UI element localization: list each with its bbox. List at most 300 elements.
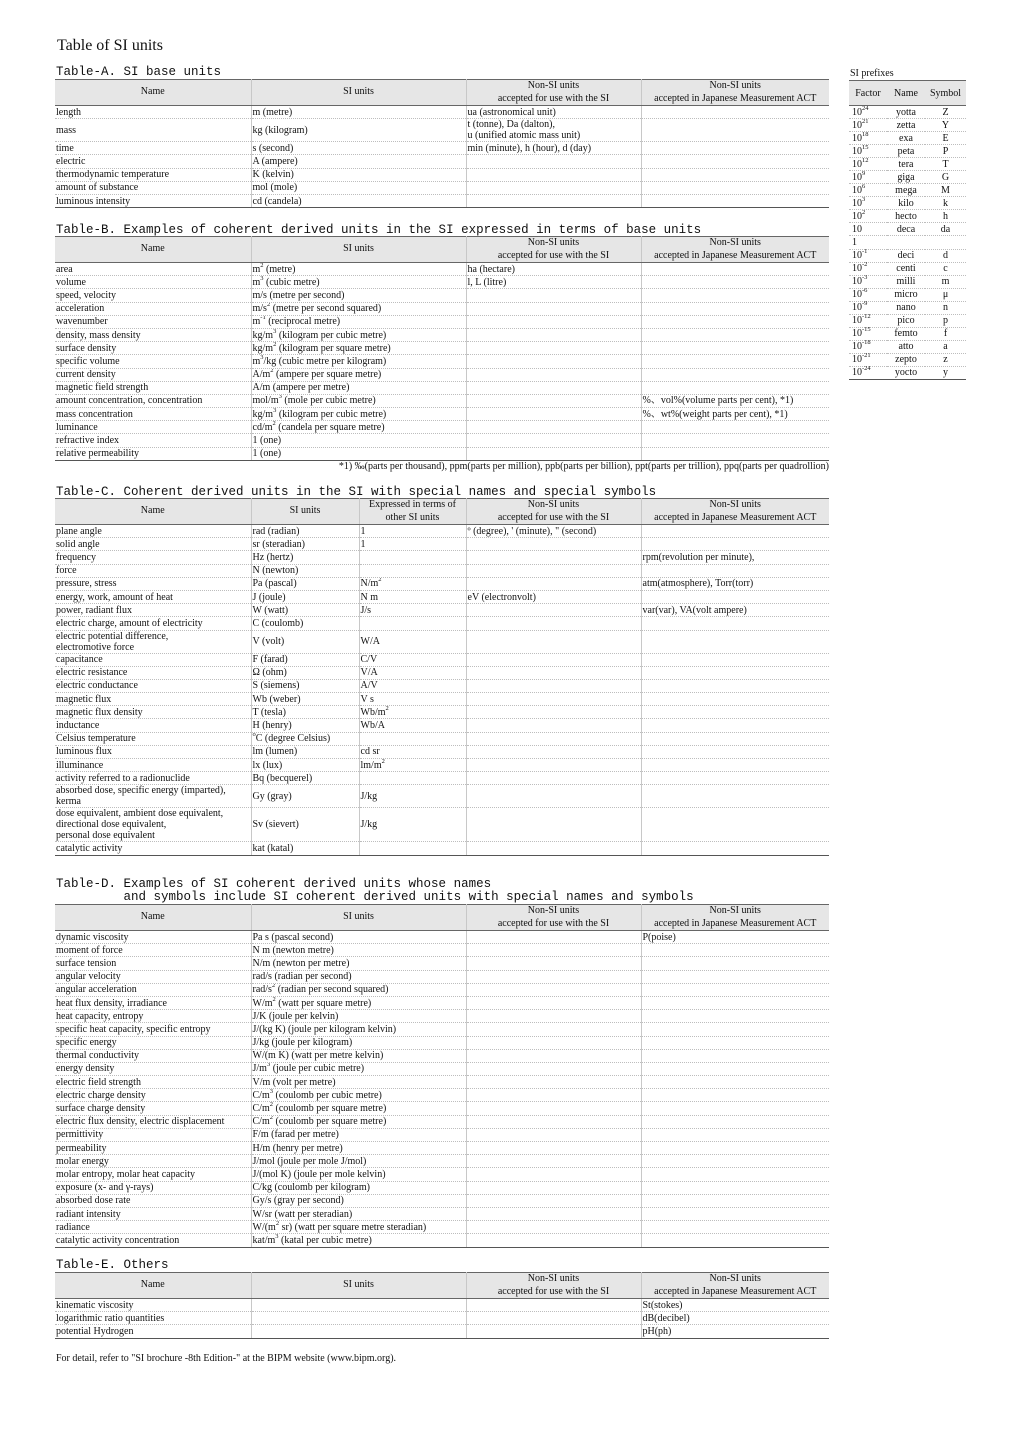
table-cell: $W/(m^2$ sr) (watt per square metre steradian)	[251, 1221, 466, 1234]
col-si: SI units	[251, 499, 359, 525]
table-row	[55, 302, 829, 315]
table-row	[55, 1036, 829, 1049]
table-cell	[641, 289, 829, 302]
prefix-name: deca	[887, 223, 925, 236]
table-cell	[466, 434, 641, 447]
prefix-factor: $10^{-21}$	[849, 353, 887, 366]
table-cell: luminous intensity	[55, 194, 251, 207]
table-row	[55, 666, 829, 679]
table-cell: volume	[55, 276, 251, 289]
table-cell: V (volt)	[251, 630, 359, 653]
prefix-symbol: m	[925, 275, 966, 288]
table-cell: $m^2$ (metre)	[251, 263, 466, 276]
table-cell: time	[55, 142, 251, 155]
table-row	[55, 394, 829, 407]
table-cell: power, radiant flux	[55, 604, 251, 617]
table-row	[55, 604, 829, 617]
table-cell	[466, 759, 641, 772]
table-cell: St(stokes)	[641, 1299, 829, 1312]
table-cell	[466, 302, 641, 315]
table-cell	[466, 1168, 641, 1181]
table-row	[55, 732, 829, 745]
prefix-factor: $10^{-15}$	[849, 327, 887, 340]
table-cell: Pa s (pascal second)	[251, 931, 466, 944]
table-cell: J/(kg K) (joule per kilogram kelvin)	[251, 1023, 466, 1036]
table-cell: Hz (hertz)	[251, 551, 359, 564]
col-si: SI units	[251, 237, 466, 263]
table-e-others	[55, 1272, 829, 1339]
si-prefixes-table	[849, 80, 966, 380]
table-cell	[359, 842, 466, 855]
table-row	[55, 1115, 829, 1128]
table-cell	[641, 181, 829, 194]
table-cell	[466, 732, 641, 745]
table-cell	[466, 996, 641, 1009]
table-cell: V/A	[359, 666, 466, 679]
table-row	[55, 1049, 829, 1062]
table-cell: J/mol (joule per mole J/mol)	[251, 1155, 466, 1168]
prefix-symbol: Z	[925, 106, 966, 119]
table-row	[55, 679, 829, 692]
prefix-name: tera	[887, 158, 925, 171]
table-cell: W/A	[359, 630, 466, 653]
prefix-symbol: y	[925, 366, 966, 379]
table-cell	[641, 525, 829, 538]
table-cell: m/s (metre per second)	[251, 289, 466, 302]
table-cell: Gy/s (gray per second)	[251, 1194, 466, 1207]
table-cell: V/m (volt per metre)	[251, 1076, 466, 1089]
table-cell	[641, 693, 829, 706]
table-cell	[641, 421, 829, 434]
table-cell: C/V	[359, 653, 466, 666]
table-row	[55, 551, 829, 564]
table-cell: specific volume	[55, 355, 251, 368]
prefix-name: exa	[887, 132, 925, 145]
table-cell: electric	[55, 155, 251, 168]
table-row	[55, 577, 829, 590]
prefix-symbol: P	[925, 145, 966, 158]
table-cell	[641, 142, 829, 155]
table-row	[55, 1155, 829, 1168]
table-row	[55, 106, 829, 119]
table-row	[55, 931, 829, 944]
table-cell: 1	[359, 525, 466, 538]
table-cell: speed, velocity	[55, 289, 251, 302]
prefix-name: centi	[887, 262, 925, 275]
table-d-caption: Table-D. Examples of SI coherent derived units whose names and symbols include SI coherent derived units with special names and symbols	[56, 877, 694, 904]
table-cell	[466, 931, 641, 944]
table-cell	[641, 679, 829, 692]
prefix-factor: $10^{18}$	[849, 132, 887, 145]
prefix-factor: $10^{-12}$	[849, 314, 887, 327]
prefix-factor: $10^6$	[849, 184, 887, 197]
table-cell	[641, 785, 829, 808]
table-row	[55, 1299, 829, 1312]
table-a-caption: Table-A. SI base units	[56, 65, 222, 79]
table-cell	[641, 630, 829, 653]
prefix-symbol: z	[925, 353, 966, 366]
table-cell: relative permeability	[55, 447, 251, 460]
table-cell	[466, 421, 641, 434]
prefix-symbol: k	[925, 197, 966, 210]
table-row	[55, 289, 829, 302]
table-cell: heat capacity, entropy	[55, 1010, 251, 1023]
table-row	[55, 434, 829, 447]
table-row	[55, 653, 829, 666]
col-name: Name	[55, 237, 251, 263]
table-cell	[641, 653, 829, 666]
table-row	[55, 617, 829, 630]
table-cell: $lm/m^2$	[359, 759, 466, 772]
table-row	[55, 1128, 829, 1141]
table-cell: kinematic viscosity	[55, 1299, 251, 1312]
table-cell: var(var), VA(volt ampere)	[641, 604, 829, 617]
table-row	[55, 538, 829, 551]
table-cell	[466, 1155, 641, 1168]
table-cell: energy density	[55, 1062, 251, 1075]
table-cell	[641, 719, 829, 732]
table-cell: Sv (sievert)	[251, 808, 359, 842]
table-cell: $N/m^2$	[359, 577, 466, 590]
table-cell	[641, 1155, 829, 1168]
table-cell	[466, 1036, 641, 1049]
col-name: Name	[55, 905, 251, 931]
table-cell: length	[55, 106, 251, 119]
table-row	[55, 1062, 829, 1075]
prefix-symbol: μ	[925, 288, 966, 301]
table-cell: K (kelvin)	[251, 168, 466, 181]
table-row	[55, 315, 829, 328]
table-cell	[466, 706, 641, 719]
table-cell: $kg/m^2$ (kilogram per square metre)	[251, 342, 466, 355]
prefix-factor: $10^{-2}$	[849, 262, 887, 275]
prefix-symbol	[925, 236, 966, 249]
table-cell	[466, 957, 641, 970]
table-row	[55, 957, 829, 970]
table-cell	[641, 355, 829, 368]
table-row	[55, 421, 829, 434]
col-name: Name	[55, 1273, 251, 1299]
table-cell: %、vol%(volume parts per cent), *1)	[641, 394, 829, 407]
table-cell	[466, 983, 641, 996]
table-row	[55, 155, 829, 168]
prefix-row	[849, 210, 966, 223]
table-cell: A/m (ampere per metre)	[251, 381, 466, 394]
prefix-name: milli	[887, 275, 925, 288]
table-cell: kg (kilogram)	[251, 119, 466, 142]
table-cell: rpm(revolution per minute),	[641, 551, 829, 564]
table-cell	[466, 551, 641, 564]
table-row	[55, 944, 829, 957]
table-cell	[641, 263, 829, 276]
table-cell: thermal conductivity	[55, 1049, 251, 1062]
table-cell: electric flux density, electric displacement	[55, 1115, 251, 1128]
prefix-symbol: d	[925, 249, 966, 262]
table-cell: luminous flux	[55, 745, 251, 758]
col-nonsi-accepted: Non-SI units accepted for use with the SI	[466, 80, 641, 106]
table-cell: V s	[359, 693, 466, 706]
table-cell	[641, 1010, 829, 1023]
table-row	[55, 263, 829, 276]
table-cell	[466, 394, 641, 407]
table-cell: W/sr (watt per steradian)	[251, 1207, 466, 1220]
table-cell: molar energy	[55, 1155, 251, 1168]
table-cell: cd (candela)	[251, 194, 466, 207]
table-cell	[641, 970, 829, 983]
table-cell: $A/m^2$ (ampere per square metre)	[251, 368, 466, 381]
prefix-row	[849, 184, 966, 197]
table-row	[55, 447, 829, 460]
table-cell	[641, 1142, 829, 1155]
table-cell: J/kg (joule per kilogram)	[251, 1036, 466, 1049]
table-cell	[466, 168, 641, 181]
prefix-symbol: n	[925, 301, 966, 314]
table-row	[55, 759, 829, 772]
table-cell: magnetic flux density	[55, 706, 251, 719]
table-cell	[641, 1036, 829, 1049]
table-cell: Wb (weber)	[251, 693, 359, 706]
table-cell	[466, 1062, 641, 1075]
table-cell	[466, 328, 641, 341]
table-cell: J/kg	[359, 808, 466, 842]
table-cell	[466, 630, 641, 653]
table-cell: $cd/m^2$ (candela per square metre)	[251, 421, 466, 434]
table-cell	[466, 408, 641, 421]
table-cell: J/(mol K) (joule per mole kelvin)	[251, 1168, 466, 1181]
table-cell	[641, 328, 829, 341]
table-cell: moment of force	[55, 944, 251, 957]
table-cell	[466, 181, 641, 194]
table-cell: $C/m^3$ (coulomb per cubic metre)	[251, 1089, 466, 1102]
table-cell: refractive index	[55, 434, 251, 447]
table-cell	[641, 842, 829, 855]
table-cell: electric resistance	[55, 666, 251, 679]
table-cell: electric potential difference, electromotive force	[55, 630, 251, 653]
prefix-symbol: c	[925, 262, 966, 275]
col-nonsi-accepted: Non-SI units accepted for use with the SI	[466, 1273, 641, 1299]
table-row	[55, 194, 829, 207]
table-cell	[641, 106, 829, 119]
table-cell: Celsius temperature	[55, 732, 251, 745]
table-cell: dynamic viscosity	[55, 931, 251, 944]
table-cell: W/(m K) (watt per metre kelvin)	[251, 1049, 466, 1062]
col-nonsi-japan: Non-SI units accepted in Japanese Measurement ACT	[641, 237, 829, 263]
col-nonsi-japan: Non-SI units accepted in Japanese Measurement ACT	[641, 1273, 829, 1299]
table-row	[55, 564, 829, 577]
table-cell	[466, 679, 641, 692]
table-cell	[359, 564, 466, 577]
table-cell: N m (newton metre)	[251, 944, 466, 957]
table-cell: surface density	[55, 342, 251, 355]
table-row	[55, 983, 829, 996]
table-cell: mass	[55, 119, 251, 142]
table-cell	[641, 276, 829, 289]
table-cell: Gy (gray)	[251, 785, 359, 808]
table-cell	[466, 693, 641, 706]
table-cell: dB(decibel)	[641, 1312, 829, 1325]
table-cell	[251, 1325, 466, 1338]
table-cell: electric conductance	[55, 679, 251, 692]
table-cell	[466, 289, 641, 302]
table-cell: thermodynamic temperature	[55, 168, 251, 181]
table-cell: Pa (pascal)	[251, 577, 359, 590]
table-cell: radiance	[55, 1221, 251, 1234]
table-cell	[641, 168, 829, 181]
table-cell	[641, 617, 829, 630]
table-cell	[466, 381, 641, 394]
table-cell	[641, 381, 829, 394]
table-row	[55, 745, 829, 758]
prefix-factor: $10^{-1}$	[849, 249, 887, 262]
table-row	[55, 693, 829, 706]
prefix-symbol: G	[925, 171, 966, 184]
table-row	[55, 1142, 829, 1155]
table-cell: molar entropy, molar heat capacity	[55, 1168, 251, 1181]
table-cell: N/m (newton per metre)	[251, 957, 466, 970]
table-cell: atm(atmosphere), Torr(torr)	[641, 577, 829, 590]
table-cell: electric field strength	[55, 1076, 251, 1089]
col-prefix-symbol: Symbol	[925, 81, 966, 106]
table-cell	[466, 155, 641, 168]
table-cell: catalytic activity concentration	[55, 1234, 251, 1247]
col-si: SI units	[251, 1273, 466, 1299]
table-cell: mol (mole)	[251, 181, 466, 194]
table-row	[55, 181, 829, 194]
table-cell	[466, 1102, 641, 1115]
table-cell: C (coulomb)	[251, 617, 359, 630]
table-cell: T (tesla)	[251, 706, 359, 719]
table-cell	[466, 447, 641, 460]
table-cell	[466, 1115, 641, 1128]
table-cell	[466, 745, 641, 758]
table-cell: A (ampere)	[251, 155, 466, 168]
table-cell	[641, 808, 829, 842]
table-cell: frequency	[55, 551, 251, 564]
table-cell: 1 (one)	[251, 434, 466, 447]
table-cell: Ω (ohm)	[251, 666, 359, 679]
table-cell: absorbed dose rate	[55, 1194, 251, 1207]
col-name: Name	[55, 499, 251, 525]
prefix-symbol: h	[925, 210, 966, 223]
table-cell: rad/s (radian per second)	[251, 970, 466, 983]
table-cell: $^o$C (degree Celsius)	[251, 732, 359, 745]
table-row	[55, 1089, 829, 1102]
table-cell	[641, 538, 829, 551]
table-cell: logarithmic ratio quantities	[55, 1312, 251, 1325]
table-row	[55, 1102, 829, 1115]
table-cell	[466, 368, 641, 381]
table-cell: min (minute), h (hour), d (day)	[466, 142, 641, 155]
table-cell: l, L (litre)	[466, 276, 641, 289]
table-cell: catalytic activity	[55, 842, 251, 855]
table-cell	[466, 842, 641, 855]
prefix-name	[887, 236, 925, 249]
table-cell: kat (katal)	[251, 842, 359, 855]
table-cell: plane angle	[55, 525, 251, 538]
table-cell: $m^{-1}$ (reciprocal metre)	[251, 315, 466, 328]
table-cell: $kg/m^3$ (kilogram per cubic metre)	[251, 408, 466, 421]
table-cell: area	[55, 263, 251, 276]
table-cell: $m/s^2$ (metre per second squared)	[251, 302, 466, 315]
table-cell: m (metre)	[251, 106, 466, 119]
table-cell	[466, 538, 641, 551]
table-row	[55, 368, 829, 381]
closing-note: For detail, refer to "SI brochure -8th Edition-" at the BIPM website (www.bipm.org).	[56, 1353, 397, 1364]
table-row	[55, 119, 829, 142]
table-cell	[359, 772, 466, 785]
table-cell: luminance	[55, 421, 251, 434]
table-row	[55, 590, 829, 603]
table-cell	[641, 368, 829, 381]
table-cell: $Wb/m^2$	[359, 706, 466, 719]
table-row	[55, 1312, 829, 1325]
prefix-name: giga	[887, 171, 925, 184]
table-cell: electric charge density	[55, 1089, 251, 1102]
table-row	[55, 1234, 829, 1247]
table-cell: mol/$m^3$ (mole per cubic metre)	[251, 394, 466, 407]
table-cell	[466, 577, 641, 590]
table-cell	[641, 315, 829, 328]
prefix-factor: $10^{21}$	[849, 119, 887, 132]
table-cell	[641, 1181, 829, 1194]
table-cell: magnetic field strength	[55, 381, 251, 394]
table-cell	[641, 155, 829, 168]
table-b-caption: Table-B. Examples of coherent derived units in the SI expressed in terms of base units	[56, 223, 702, 237]
table-cell: º (degree), ' (minute), " (second)	[466, 525, 641, 538]
table-e-caption: Table-E. Others	[56, 1258, 169, 1272]
prefix-factor: $10^{-18}$	[849, 340, 887, 353]
table-cell: N m	[359, 590, 466, 603]
prefix-name: yocto	[887, 366, 925, 379]
prefix-factor: $10^9$	[849, 171, 887, 184]
prefix-name: zetta	[887, 119, 925, 132]
prefix-factor: $10^{-6}$	[849, 288, 887, 301]
table-cell	[641, 342, 829, 355]
table-cell	[641, 759, 829, 772]
table-cell: lm (lumen)	[251, 745, 359, 758]
table-cell	[641, 1168, 829, 1181]
table-cell	[466, 1023, 641, 1036]
table-cell	[466, 604, 641, 617]
col-nonsi-accepted: Non-SI units accepted for use with the SI	[466, 499, 641, 525]
prefix-name: nano	[887, 301, 925, 314]
table-cell: S (siemens)	[251, 679, 359, 692]
table-cell: permeability	[55, 1142, 251, 1155]
table-cell: Wb/A	[359, 719, 466, 732]
table-cell: H (henry)	[251, 719, 359, 732]
prefix-symbol: T	[925, 158, 966, 171]
prefix-name: pico	[887, 314, 925, 327]
table-cell: heat flux density, irradiance	[55, 996, 251, 1009]
table-cell: illuminance	[55, 759, 251, 772]
table-row	[55, 706, 829, 719]
table-cell: electric charge, amount of electricity	[55, 617, 251, 630]
prefix-symbol: a	[925, 340, 966, 353]
table-cell: ua (astronomical unit)	[466, 106, 641, 119]
table-row	[55, 808, 829, 842]
table-cell: surface charge density	[55, 1102, 251, 1115]
table-cell	[359, 551, 466, 564]
table-row	[55, 381, 829, 394]
table-cell	[466, 355, 641, 368]
table-cell: N (newton)	[251, 564, 359, 577]
table-cell	[641, 1221, 829, 1234]
table-cell: angular acceleration	[55, 983, 251, 996]
table-cell: pressure, stress	[55, 577, 251, 590]
prefix-factor: $10^{12}$	[849, 158, 887, 171]
table-cell	[641, 983, 829, 996]
table-b-derived-units	[55, 236, 829, 461]
